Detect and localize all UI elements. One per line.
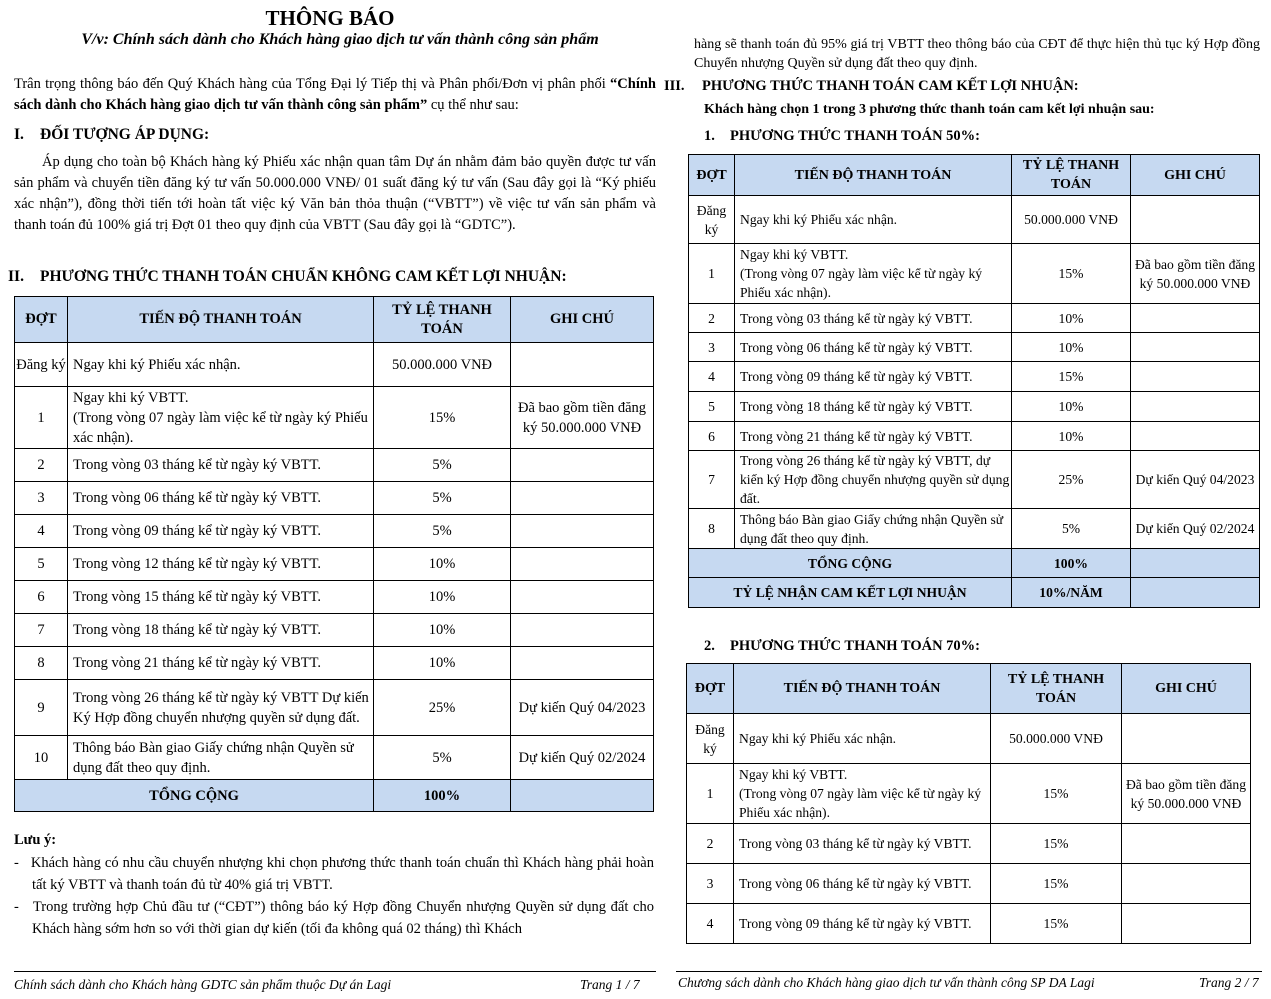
carry-over-text: hàng sẽ thanh toán đủ 95% giá trị VBTT theo thông báo của CĐT để thực hiện thủ tục ký Hợp đồng Chuyển nhượng Quyền sử dụng đất theo quy định. (694, 37, 1260, 71)
cell-tien-do: Trong vòng 06 tháng kể từ ngày ký VBTT. (735, 333, 1012, 362)
cell-ghi-chu: Đã bao gồm tiền đăng ký 50.000.000 VNĐ (511, 387, 654, 449)
cell-dot: 1 (15, 387, 68, 449)
footer-left: Chính sách dành cho Khách hàng GDTC sản phẩm thuộc Dự án Lagi (14, 977, 392, 992)
cell-dot: Đăng ký (689, 196, 735, 244)
cell-tien-do: Trong vòng 03 tháng kể từ ngày ký VBTT. (734, 824, 991, 864)
cell-ty-le: 10% (374, 647, 511, 680)
payment-table-standard (14, 296, 654, 812)
cell-ty-le: 50.000.000 VNĐ (991, 714, 1122, 764)
table-row (15, 387, 654, 449)
cell-tien-do: Ngay khi ký Phiếu xác nhận. (68, 343, 374, 387)
cell-dot: 7 (15, 614, 68, 647)
cell-ty-le: 15% (991, 824, 1122, 864)
intro-paragraph (14, 74, 656, 116)
cell-ty-le: 5% (1012, 509, 1131, 549)
page-2 (664, 0, 1271, 999)
method-2-number: 2. (704, 638, 715, 654)
cell-dot: 4 (15, 515, 68, 548)
table-row (687, 764, 1251, 824)
section-3-subtitle: Khách hàng chọn 1 trong 3 phương thức thanh toán cam kết lợi nhuận sau: (704, 102, 1155, 117)
table-row (689, 392, 1260, 422)
cell-ty-le: 50.000.000 VNĐ (1012, 196, 1131, 244)
cell-tien-do: Trong vòng 26 tháng kể từ ngày ký VBTT Dự kiến Ký Hợp đồng chuyển nhượng quyền sử dụng đất. (68, 680, 374, 736)
cell-dot: 9 (15, 680, 68, 736)
table-row (689, 451, 1260, 509)
notes-list (14, 852, 654, 940)
cell-dot: 10 (15, 736, 68, 780)
cell-tien-do: Trong vòng 09 tháng kể từ ngày ký VBTT. (734, 904, 991, 944)
header-ghi-chu: GHI CHÚ (1122, 664, 1251, 714)
cell-dot: 5 (15, 548, 68, 581)
table-row (15, 647, 654, 680)
cell-ghi-chu (1122, 714, 1251, 764)
cell-ty-le: 10% (1012, 392, 1131, 422)
cell-ghi-chu (511, 515, 654, 548)
header-ty-le: TỶ LỆ THANH TOÁN (374, 297, 511, 343)
header-dot: ĐỢT (15, 297, 68, 343)
cell-tien-do: Trong vòng 09 tháng kể từ ngày ký VBTT. (735, 362, 1012, 392)
method-1-heading (704, 128, 980, 145)
cell-ty-le: 15% (991, 764, 1122, 824)
header-dot: ĐỢT (687, 664, 734, 714)
footer-rule (14, 971, 656, 972)
cell-tien-do: Trong vòng 06 tháng kể từ ngày ký VBTT. (68, 482, 374, 515)
cell-ty-le: 10% (374, 548, 511, 581)
total-row (689, 549, 1260, 578)
total-row-empty (511, 780, 654, 812)
cell-ty-le: 10% (1012, 304, 1131, 333)
cell-dot: 3 (15, 482, 68, 515)
table-row (15, 736, 654, 780)
cell-ty-le: 15% (1012, 244, 1131, 304)
footer-left: Chương sách dành cho Khách hàng giao dịch tư vấn thành công SP DA Lagi (678, 975, 1095, 990)
cell-ty-le: 5% (374, 482, 511, 515)
cell-ty-le: 5% (374, 515, 511, 548)
table-header-row (689, 155, 1260, 196)
cell-tien-do: Trong vòng 06 tháng kể từ ngày ký VBTT. (734, 864, 991, 904)
cell-ghi-chu (1131, 422, 1260, 451)
cell-ghi-chu (511, 581, 654, 614)
cell-dot: 4 (687, 904, 734, 944)
section-3-number: III. (664, 78, 685, 94)
total-row-empty (1131, 549, 1260, 578)
cell-dot: 6 (15, 581, 68, 614)
section-3-title: PHƯƠNG THỨC THANH TOÁN CAM KẾT LỢI NHUẬN: (702, 78, 1079, 94)
section-1-number: I. (14, 126, 24, 143)
cell-ty-le: 15% (374, 387, 511, 449)
table-row (15, 515, 654, 548)
cell-ghi-chu (1131, 362, 1260, 392)
cell-ty-le: 50.000.000 VNĐ (374, 343, 511, 387)
table-row (689, 304, 1260, 333)
table-header-row (687, 664, 1251, 714)
cell-tien-do: Trong vòng 09 tháng kể từ ngày ký VBTT. (68, 515, 374, 548)
cell-ty-le: 25% (1012, 451, 1131, 509)
table-row (689, 422, 1260, 451)
header-ty-le: TỶ LỆ THANH TOÁN (1012, 155, 1131, 196)
cell-tien-do: Thông báo Bàn giao Giấy chứng nhận Quyền sử dụng đất theo quy định. (735, 509, 1012, 549)
cell-dot: 8 (689, 509, 735, 549)
table-row (15, 482, 654, 515)
header-ty-le: TỶ LỆ THANH TOÁN (991, 664, 1122, 714)
cell-tien-do: Trong vòng 26 tháng kể từ ngày ký VBTT, dự kiến ký Hợp đồng chuyển nhượng quyền sử dụng đất. (735, 451, 1012, 509)
cell-tien-do: Trong vòng 12 tháng kể từ ngày ký VBTT. (68, 548, 374, 581)
table-row (15, 581, 654, 614)
cell-ty-le: 5% (374, 736, 511, 780)
section-2-title: PHƯƠNG THỨC THANH TOÁN CHUẨN KHÔNG CAM KẾT LỢI NHUẬN: (40, 268, 567, 285)
cell-dot: 2 (687, 824, 734, 864)
cell-tien-do: Ngay khi ký Phiếu xác nhận. (735, 196, 1012, 244)
table-row (687, 824, 1251, 864)
table-row (687, 904, 1251, 944)
table-header-row (15, 297, 654, 343)
cell-tien-do: Trong vòng 21 tháng kể từ ngày ký VBTT. (735, 422, 1012, 451)
cell-ghi-chu: Đã bao gồm tiền đăng ký 50.000.000 VNĐ (1131, 244, 1260, 304)
cell-ty-le: 10% (1012, 333, 1131, 362)
footer-rule (676, 971, 1262, 972)
table-row (689, 362, 1260, 392)
method-1-number: 1. (704, 128, 715, 144)
table-row (15, 449, 654, 482)
table-row (689, 509, 1260, 549)
section-1-text: Áp dụng cho toàn bộ Khách hàng ký Phiếu xác nhận quan tâm Dự án nhằm đảm bảo quyền được tư vấn sản phẩm và chuyển tiền đăng ký tư vấn 50.000.000 VNĐ/ 01 suất đăng ký tư vấn (Sau đây gọi là “Ký phiếu xác nhận”), đồng thời tiến tới hoàn tất việc ký Văn bản thỏa thuận (“VBTT”) về việc tư vấn sản phẩm và thanh toán đủ 100% giá trị Đợt 01 theo quy định của VBTT (Sau đây gọi là “GDTC”). (14, 154, 656, 233)
cell-ty-le: 15% (1012, 362, 1131, 392)
cell-ghi-chu (511, 647, 654, 680)
section-1-heading (14, 126, 209, 144)
cell-ghi-chu (511, 614, 654, 647)
cell-dot: 8 (15, 647, 68, 680)
cell-ghi-chu (1131, 392, 1260, 422)
total-row-label: TỔNG CỘNG (689, 549, 1012, 578)
cell-tien-do: Trong vòng 21 tháng kể từ ngày ký VBTT. (68, 647, 374, 680)
header-ghi-chu: GHI CHÚ (1131, 155, 1260, 196)
cell-tien-do: Ngay khi ký Phiếu xác nhận. (734, 714, 991, 764)
cell-tien-do: Trong vòng 15 tháng kể từ ngày ký VBTT. (68, 581, 374, 614)
header-tien-do: TIẾN ĐỘ THANH TOÁN (734, 664, 991, 714)
header-tien-do: TIẾN ĐỘ THANH TOÁN (68, 297, 374, 343)
cell-tien-do: Trong vòng 03 tháng kể từ ngày ký VBTT. (68, 449, 374, 482)
profit-row-empty (1131, 578, 1260, 608)
intro-bold: “Chính sách dành cho Khách hàng giao dịch tư vấn thành công sản phẩm” (14, 76, 656, 113)
total-row-value: 100% (1012, 549, 1131, 578)
cell-ghi-chu: Dự kiến Quý 02/2024 (1131, 509, 1260, 549)
cell-ty-le: 5% (374, 449, 511, 482)
cell-tien-do: Thông báo Bàn giao Giấy chứng nhận Quyền sử dụng đất theo quy định. (68, 736, 374, 780)
table-row (689, 244, 1260, 304)
cell-dot: 2 (15, 449, 68, 482)
cell-dot: 1 (689, 244, 735, 304)
total-row (15, 780, 654, 812)
cell-ghi-chu: Dự kiến Quý 04/2023 (1131, 451, 1260, 509)
header-ghi-chu: GHI CHÚ (511, 297, 654, 343)
profit-row-value: 10%/NĂM (1012, 578, 1131, 608)
cell-ty-le: 10% (1012, 422, 1131, 451)
cell-ghi-chu (511, 449, 654, 482)
cell-dot: 4 (689, 362, 735, 392)
cell-ghi-chu (511, 548, 654, 581)
profit-row-label: TỶ LỆ NHẬN CAM KẾT LỢI NHUẬN (689, 578, 1012, 608)
table-row (687, 714, 1251, 764)
cell-dot: Đăng ký (687, 714, 734, 764)
profit-row (689, 578, 1260, 608)
cell-ghi-chu (511, 482, 654, 515)
cell-ghi-chu: Đã bao gồm tiền đăng ký 50.000.000 VNĐ (1122, 764, 1251, 824)
cell-ghi-chu: Dự kiến Quý 02/2024 (511, 736, 654, 780)
page-title: THÔNG BÁO (265, 6, 395, 30)
cell-dot: 6 (689, 422, 735, 451)
cell-ghi-chu (1131, 196, 1260, 244)
note-item: - Trong trường hợp Chủ đầu tư (“CĐT”) thông báo ký Hợp đồng Chuyển nhượng Quyền sử dụng đất cho Khách hàng sớm hơn so với thời gian dự kiến (tối đa không quá 02 tháng) thì Khách (14, 899, 654, 937)
section-2-number: II. (8, 268, 24, 285)
cell-ghi-chu (1131, 333, 1260, 362)
cell-ty-le: 25% (374, 680, 511, 736)
cell-dot: Đăng ký (15, 343, 68, 387)
cell-ty-le: 10% (374, 581, 511, 614)
intro-tail: cụ thể như sau: (427, 97, 519, 113)
cell-tien-do: Ngay khi ký VBTT. (Trong vòng 07 ngày làm việc kể từ ngày ký Phiếu xác nhận). (68, 387, 374, 449)
cell-dot: 3 (687, 864, 734, 904)
section-2-heading (8, 268, 567, 286)
cell-dot: 7 (689, 451, 735, 509)
cell-dot: 5 (689, 392, 735, 422)
cell-tien-do: Trong vòng 18 tháng kể từ ngày ký VBTT. (735, 392, 1012, 422)
header-tien-do: TIẾN ĐỘ THANH TOÁN (735, 155, 1012, 196)
intro-text: Trân trọng thông báo đến Quý Khách hàng của Tổng Đại lý Tiếp thị và Phân phối/Đơn vị phân phối (14, 76, 606, 92)
cell-ty-le: 10% (374, 614, 511, 647)
table-row (689, 333, 1260, 362)
total-row-value: 100% (374, 780, 511, 812)
page-number: Trang 1 / 7 (580, 977, 640, 992)
page-subtitle: V/v: Chính sách dành cho Khách hàng giao dịch tư vấn thành công sản phẩm (81, 31, 599, 48)
cell-dot: 3 (689, 333, 735, 362)
payment-table-50 (688, 154, 1260, 608)
cell-ghi-chu (1122, 824, 1251, 864)
cell-dot: 1 (687, 764, 734, 824)
header-dot: ĐỢT (689, 155, 735, 196)
cell-tien-do: Ngay khi ký VBTT. (Trong vòng 07 ngày làm việc kể từ ngày ký Phiếu xác nhận). (734, 764, 991, 824)
cell-ghi-chu (1122, 904, 1251, 944)
section-3-heading (664, 78, 1079, 95)
cell-dot: 2 (689, 304, 735, 333)
table-row (689, 196, 1260, 244)
section-1-title: ĐỐI TƯỢNG ÁP DỤNG: (40, 126, 210, 143)
table-row (15, 343, 654, 387)
payment-table-70 (686, 663, 1251, 944)
cell-ty-le: 15% (991, 864, 1122, 904)
cell-ghi-chu (1131, 304, 1260, 333)
cell-ghi-chu: Dự kiến Quý 04/2023 (511, 680, 654, 736)
cell-tien-do: Ngay khi ký VBTT. (Trong vòng 07 ngày làm việc kể từ ngày ký Phiếu xác nhận). (735, 244, 1012, 304)
note-item: - Khách hàng có nhu cầu chuyển nhượng khi chọn phương thức thanh toán chuẩn thì Khách hàng phải hoàn tất ký VBTT và thanh toán đủ từ 40% giá trị VBTT. (14, 855, 654, 893)
method-2-heading (704, 638, 980, 655)
table-row (687, 864, 1251, 904)
cell-tien-do: Trong vòng 18 tháng kể từ ngày ký VBTT. (68, 614, 374, 647)
table-row (15, 614, 654, 647)
method-2-title: PHƯƠNG THỨC THANH TOÁN 70%: (730, 638, 981, 654)
table-row (15, 548, 654, 581)
page-number: Trang 2 / 7 (1199, 975, 1259, 990)
note-title: Lưu ý: (14, 832, 57, 848)
cell-ghi-chu (1122, 864, 1251, 904)
cell-ty-le: 15% (991, 904, 1122, 944)
method-1-title: PHƯƠNG THỨC THANH TOÁN 50%: (730, 128, 981, 144)
cell-tien-do: Trong vòng 03 tháng kể từ ngày ký VBTT. (735, 304, 1012, 333)
table-row (15, 680, 654, 736)
cell-ghi-chu (511, 343, 654, 387)
total-row-label: TỔNG CỘNG (15, 780, 374, 812)
